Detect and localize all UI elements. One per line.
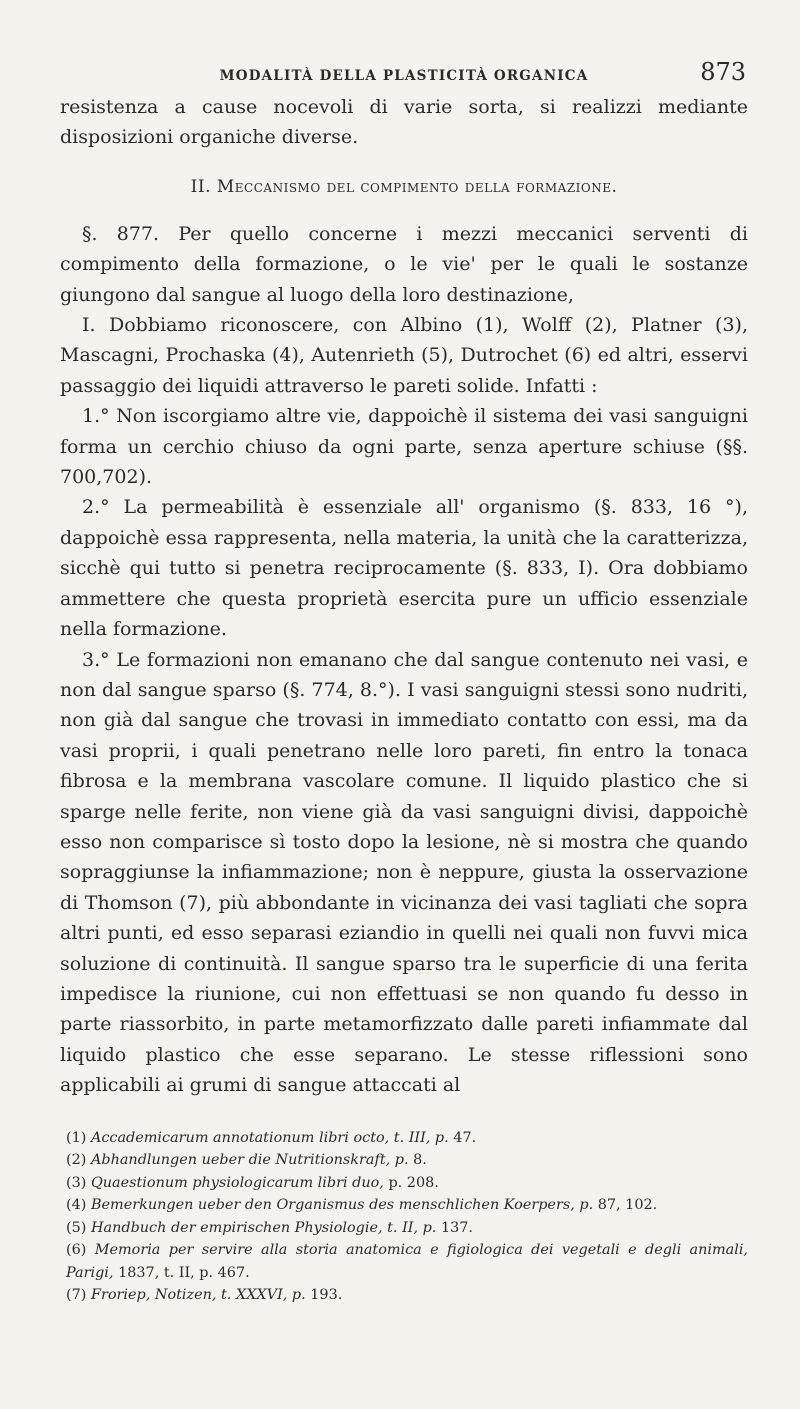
intro-paragraph: resistenza a cause nocevoli di varie sorta, si realizzi mediante disposizioni organiche diverse. — [60, 96, 748, 149]
paragraph-1: I. Dobbiamo riconoscere, con Albino (1), Wolff (2), Platner (3), Mascagni, Prochaska (4), Autenrieth (5), Dutrochet (6) ed altri, esservi passaggio dei liquidi attraverso le pareti solide. Infatti : — [60, 314, 748, 397]
footnote: (6) Memoria per servire alla storia anatomica e figiologica dei vegetali e degli animali, Parigi, 1837, t. II, p. 467. — [66, 1242, 748, 1281]
footnote: (5) Handbuch der empirischen Physiologie, t. II, p. 137. — [66, 1219, 474, 1236]
point-2: 2.° La permeabilità è essenziale all' organismo (§. 833, 16 °), dappoichè essa rappresenta, nella materia, la unità che la caratterizza, sicchè qui tutto si penetra reciprocamente (§. 833, I). Ora dobbiamo ammettere che questa proprietà esercita pure un ufficio essenziale nella formazione. — [60, 496, 748, 641]
page-number: 873 — [700, 58, 746, 86]
point-3: 3.° Le formazioni non emanano che dal sangue contenuto nei vasi, e non dal sangue sparso (§. 774, 8.°). I vasi sanguigni stessi sono nudriti, non già dal sangue che trovasi in immediato contatto con essi, ma da vasi proprii, i quali penetrano nelle loro pareti, fin entro la tonaca fibrosa e la membrana vascolare comune. Il liquido plastico che si sparge nelle ferite, non viene già da vasi sanguigni divisi, dappoichè esso non comparisce sì tosto dopo la lesione, nè si mostra che quando sopraggiunse la infiammazione; non è neppure, giusta la osservazione di Thomson (7), più abbondante in vicinanza dei vasi tagliati che sopra altri punti, ed esso separasi eziandio in quelli nei quali non fuvvi mica soluzione di continuità. Il sangue sparso tra le superficie di una ferita impedisce la riunione, cui non effettuasi se non quando fu desso in parte riassorbito, in parte metamorfizzato dalle pareti infiammate dal liquido plastico che esse separano. Le stesse riflessioni sono applicabili ai grumi di sangue attaccati al — [60, 648, 748, 1097]
body-text — [60, 92, 748, 1101]
section-heading: II. Meccanismo del compimento della formazione. — [190, 176, 618, 197]
point-1: 1.° Non iscorgiamo altre vie, dappoichè il sistema dei vasi sanguigni forma un cerchio chiuso da ogni parte, senza aperture schiuse (§§. 700,702). — [60, 405, 748, 489]
footnote: (7) Froriep, Notizen, t. XXXVI, p. 193. — [66, 1287, 343, 1304]
running-title: MODALITÀ DELLA PLASTICITÀ ORGANICA — [219, 68, 589, 84]
footnotes — [60, 1127, 748, 1307]
running-head — [60, 52, 748, 86]
footnote: (1) Accademicarum annotationum libri octo, t. III, p. 47. — [66, 1129, 477, 1146]
footnote: (3) Quaestionum physiologicarum libri duo, p. 208. — [66, 1174, 439, 1191]
footnote: (4) Bemerkungen ueber den Organismus des menschlichen Koerpers, p. 87, 102. — [66, 1197, 658, 1214]
section-paragraph: §. 877. Per quello concerne i mezzi meccanici serventi di compimento della formazione, o le vie' per le quali le sostanze giungono dal sangue al luogo della loro destinazione, — [60, 222, 748, 306]
footnote: (2) Abhandlungen ueber die Nutritionskraft, p. 8. — [66, 1152, 427, 1169]
